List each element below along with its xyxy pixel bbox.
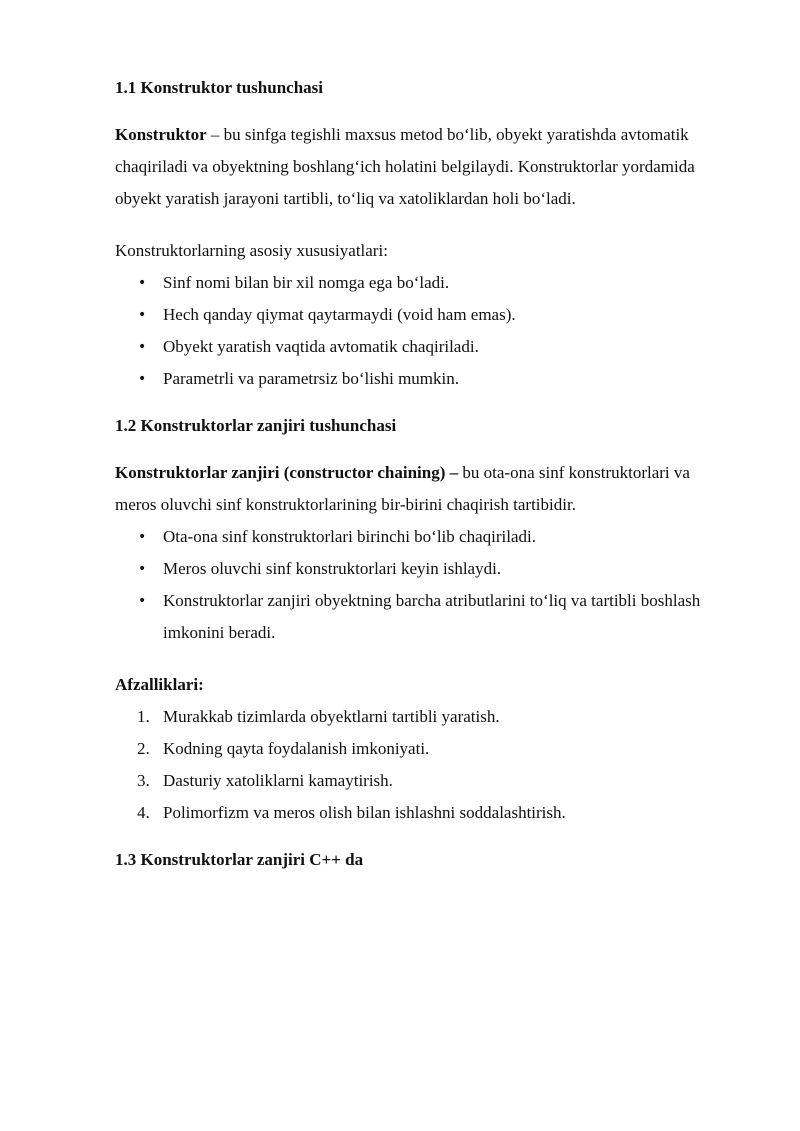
konstruktor-definition (115, 119, 735, 215)
list-number: 3. (137, 771, 150, 790)
section-heading-chaining: 1.2 Konstruktorlar zanjiri tushunchasi (115, 416, 397, 435)
list-item: • Sinf nomi bilan bir xil nomga ega bo‘ladi. (115, 267, 735, 299)
section-heading-konstruktor: 1.1 Konstruktor tushunchasi (115, 78, 323, 97)
list-item (115, 797, 735, 829)
advantages-list (115, 701, 735, 829)
list-item: • Meros oluvchi sinf konstruktorlari keyin ishlaydi. (115, 553, 735, 585)
list-item: • Hech qanday qiymat qaytarmaydi (void ham emas). (115, 299, 735, 331)
list-number: 2. (137, 739, 150, 758)
list-item (115, 733, 735, 765)
list-item (115, 765, 735, 797)
advantages-heading (115, 669, 735, 701)
advantages-heading-text: Afzalliklari: (115, 675, 204, 694)
list-item (115, 701, 735, 733)
list-text: Dasturiy xatoliklarni kamaytirish. (163, 771, 393, 790)
list-item: • Konstruktorlar zanjiri obyektning barcha atributlarini to‘liq va tartibli boshlash imkonini beradi. (115, 585, 735, 649)
chaining-definition (115, 457, 735, 521)
definition-text: – bu sinfga tegishli maxsus metod bo‘lib, obyekt yaratishda avtomatik chaqiriladi va obyektning boshlang‘ich holatini belgilaydi. Konstruktorlar yordamida obyekt yaratish jarayoni tartibli, to‘liq va xatoliklardan holi bo‘ladi. (115, 125, 695, 208)
chaining-points-list (115, 521, 735, 649)
definition-term: Konstruktor (115, 125, 207, 144)
list-text: Polimorfizm va meros olish bilan ishlashni soddalashtirish. (163, 803, 566, 822)
list-item: • Parametrli va parametrsiz bo‘lishi mumkin. (115, 363, 735, 395)
definition-text: bu ota-ona sinf konstruktorlari va meros oluvchi sinf konstruktorlarining bir-birini chaqirish tartibidir. (115, 463, 690, 514)
list-number: 4. (137, 803, 150, 822)
features-list (115, 267, 735, 395)
document-page (115, 74, 735, 874)
list-text: Murakkab tizimlarda obyektlarni tartibli yaratish. (163, 707, 500, 726)
features-intro: Konstruktorlarning asosiy xususiyatlari: (115, 241, 388, 260)
section-heading-cpp: 1.3 Konstruktorlar zanjiri C++ da (115, 850, 364, 869)
list-item: • Ota-ona sinf konstruktorlari birinchi bo‘lib chaqiriladi. (115, 521, 735, 553)
list-item: • Obyekt yaratish vaqtida avtomatik chaqiriladi. (115, 331, 735, 363)
list-number: 1. (137, 707, 150, 726)
list-text: Kodning qayta foydalanish imkoniyati. (163, 739, 430, 758)
definition-term: Konstruktorlar zanjiri (constructor chaining) – (115, 463, 459, 482)
